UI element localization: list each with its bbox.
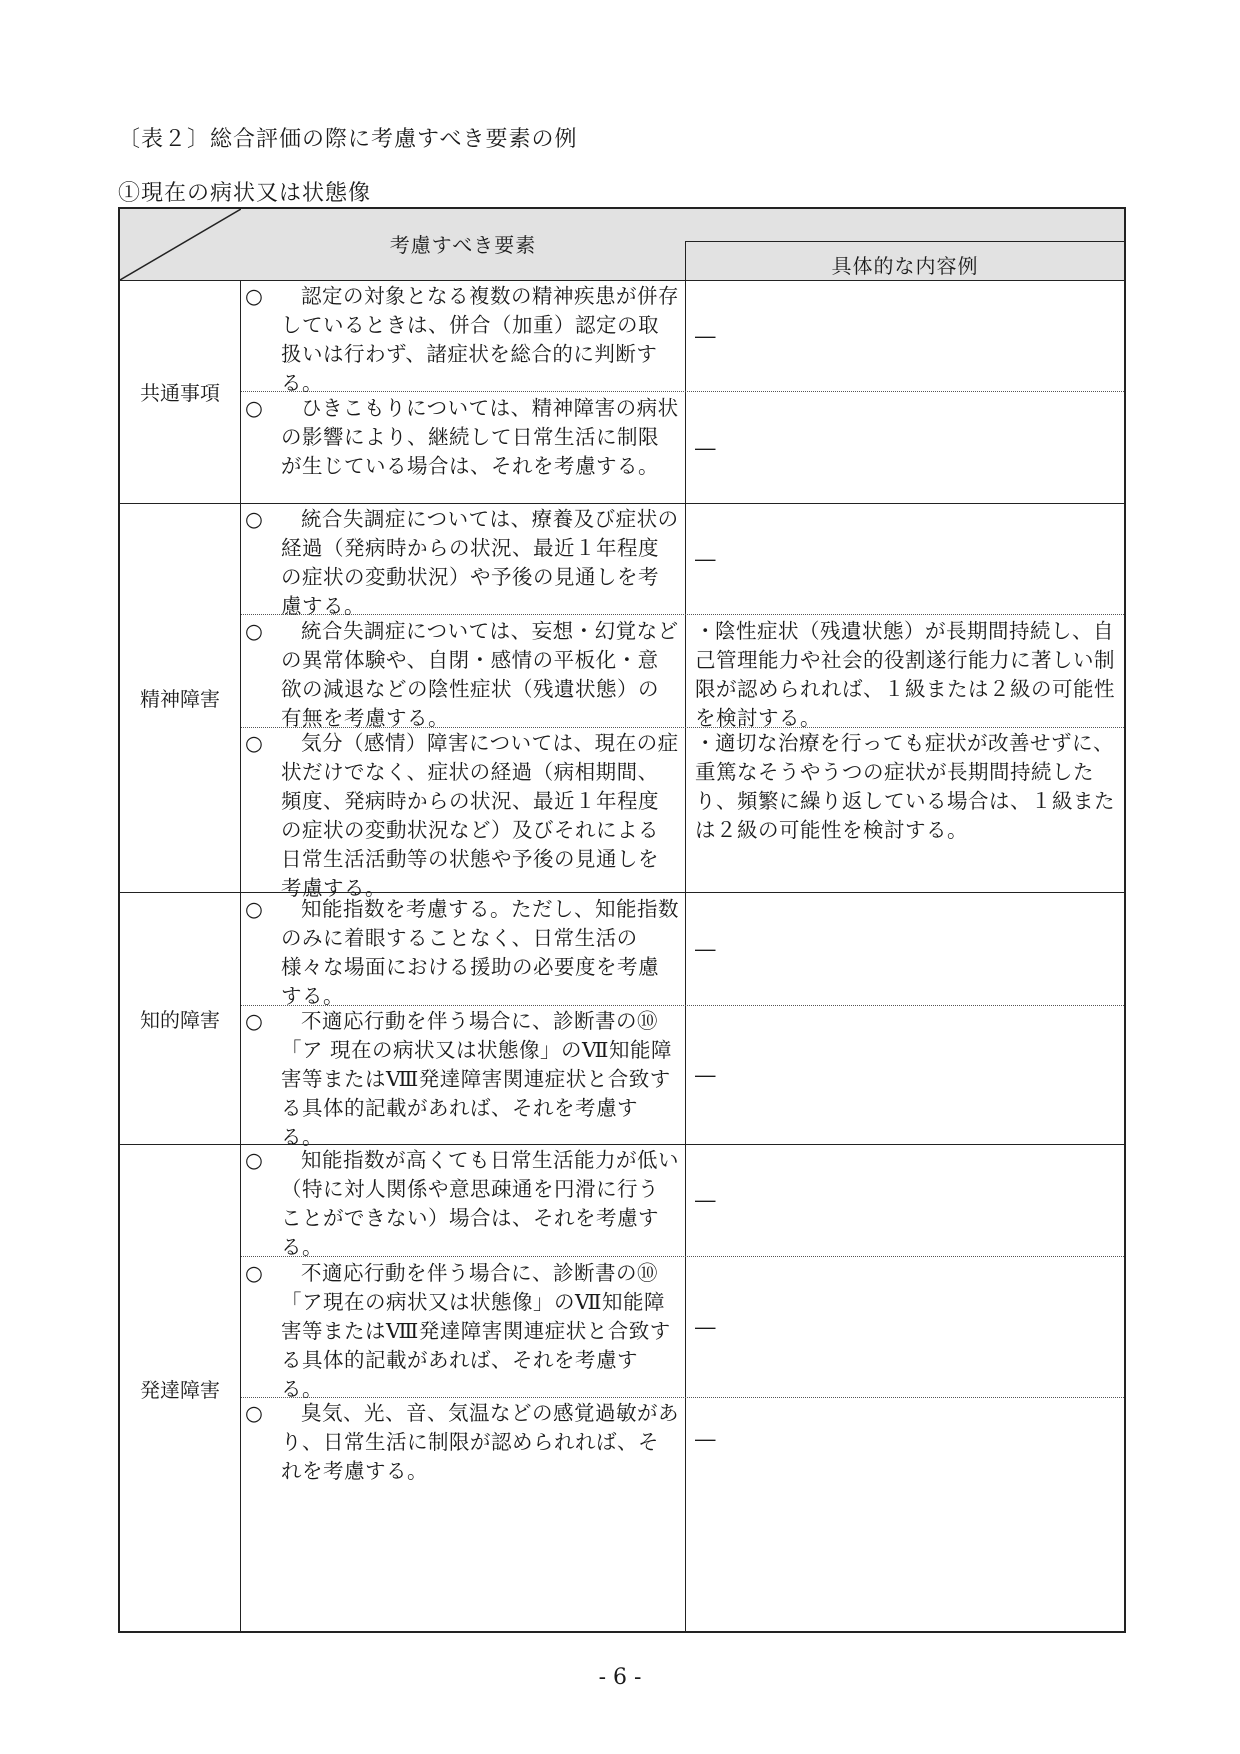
example-cell: [695, 1313, 1115, 1342]
factor-text: 不適応行動を伴う場合に、診断書の⑩「ア 現在の病状又は状態像」のⅦ知能障害等またはⅧ発達障害関連症状と合致する具体的記載があれば、それを考慮する。: [281, 1009, 672, 1149]
circle-mark: ○: [245, 619, 263, 643]
factor-text: 統合失調症については、妄想・幻覚などの異常体験や、自閉・感情の平板化・意欲の減退などの陰性症状（残遺状態）の有無を考慮する。: [281, 619, 679, 730]
bullet-mark: ・: [695, 731, 716, 755]
example-text: 陰性症状（残遺状態）が長期間持続し、自己管理能力や社会的役割遂行能力に著しい制限が認められれば、１級または２級の可能性を検討する。: [695, 619, 1115, 730]
dash-text: ―: [695, 1427, 716, 1451]
bullet-mark: ・: [695, 619, 716, 643]
example-cell: [695, 322, 1115, 351]
circle-mark: ○: [245, 507, 263, 531]
dash-text: ―: [695, 1063, 716, 1087]
example-cell: [695, 729, 1115, 845]
dash-text: ―: [695, 937, 716, 961]
header-factors-label: 考慮すべき要素: [389, 233, 537, 257]
circle-mark: ○: [245, 1401, 263, 1425]
factor-cell: [245, 394, 679, 481]
factor-cell: [245, 1399, 679, 1486]
circle-mark: ○: [245, 1148, 263, 1172]
category-mental: 精神障害: [120, 503, 241, 892]
evaluation-table: [118, 207, 1126, 1633]
header-main-cell: [241, 209, 1124, 281]
section-heading: ①現在の病状又は状態像: [118, 181, 372, 206]
example-text: 適切な治療を行っても症状が改善せずに、重篤なそうやうつの症状が長期間持続したり、頻繁に繰り返している場合は、１級または２級の可能性を検討する。: [695, 731, 1115, 842]
circle-mark: ○: [245, 731, 263, 755]
example-cell: [695, 434, 1115, 463]
factor-text: ひきこもりについては、精神障害の病状の影響により、継続して日常生活に制限が生じている場合は、それを考慮する。: [281, 396, 679, 478]
example-cell: [695, 1186, 1115, 1215]
factor-text: 認定の対象となる複数の精神疾患が併存しているときは、併合（加重）認定の取扱いは行わず、諸症状を総合的に判断する。: [281, 284, 679, 395]
factor-cell: [245, 895, 679, 1011]
circle-mark: ○: [245, 1261, 263, 1285]
dash-text: ―: [695, 1315, 716, 1339]
factor-cell: [245, 1146, 679, 1262]
page-number: - 6 -: [598, 1665, 642, 1690]
dash-text: ―: [695, 324, 716, 348]
group-divider: [120, 1144, 1124, 1145]
factor-text: 不適応行動を伴う場合に、診断書の⑩「ア現在の病状又は状態像」のⅦ知能障害等またはⅧ発達障害関連症状と合致する具体的記載があれば、それを考慮する。: [281, 1261, 671, 1401]
factor-cell: [245, 282, 679, 398]
factor-cell: [245, 617, 679, 733]
diagonal-line: [120, 209, 241, 280]
factor-cell: [245, 1259, 679, 1404]
factor-text: 統合失調症については、療養及び症状の経過（発病時からの状況、最近１年程度の症状の変動状況）や予後の見通しを考慮する。: [281, 507, 679, 618]
group-divider: [120, 503, 1124, 504]
factor-cell: [245, 729, 679, 903]
factor-text: 知能指数を考慮する。ただし、知能指数のみに着眼することなく、日常生活の様々な場面における援助の必要度を考慮する。: [281, 897, 679, 1008]
category-intellectual: 知的障害: [120, 892, 241, 1144]
header-examples-cell: [685, 241, 1124, 280]
dash-text: ―: [695, 1188, 716, 1212]
table-caption: 〔表２〕総合評価の際に考慮すべき要素の例: [118, 127, 578, 152]
header-examples-label: 具体的な内容例: [831, 254, 979, 278]
category-common: 共通事項: [120, 280, 241, 503]
example-cell: [695, 1425, 1115, 1454]
header-corner-cell: [120, 209, 242, 281]
circle-mark: ○: [245, 897, 263, 921]
example-cell: [695, 545, 1115, 574]
circle-mark: ○: [245, 396, 263, 420]
factor-cell: [245, 505, 679, 621]
factor-text: 知能指数が高くても日常生活能力が低い（特に対人関係や意思疎通を円滑に行うことができない）場合は、それを考慮する。: [281, 1148, 679, 1259]
example-cell: [695, 935, 1115, 964]
factor-text: 臭気、光、音、気温などの感覚過敏があり、日常生活に制限が認められれば、それを考慮する。: [281, 1401, 679, 1483]
factor-text: 気分（感情）障害については、現在の症状だけでなく、症状の経過（病相期間、頻度、発病時からの状況、最近１年程度の症状の変動状況など）及びそれによる日常生活活動等の状態や予後の見通しを考慮する。: [281, 731, 679, 900]
circle-mark: ○: [245, 284, 263, 308]
category-developmental: 発達障害: [120, 1144, 241, 1633]
dash-text: ―: [695, 547, 716, 571]
group-divider: [120, 892, 1124, 893]
circle-mark: ○: [245, 1009, 263, 1033]
example-cell: [695, 617, 1115, 733]
example-cell: [695, 1061, 1115, 1090]
factor-cell: [245, 1007, 679, 1152]
column-divider: [685, 280, 686, 1631]
dash-text: ―: [695, 436, 716, 460]
